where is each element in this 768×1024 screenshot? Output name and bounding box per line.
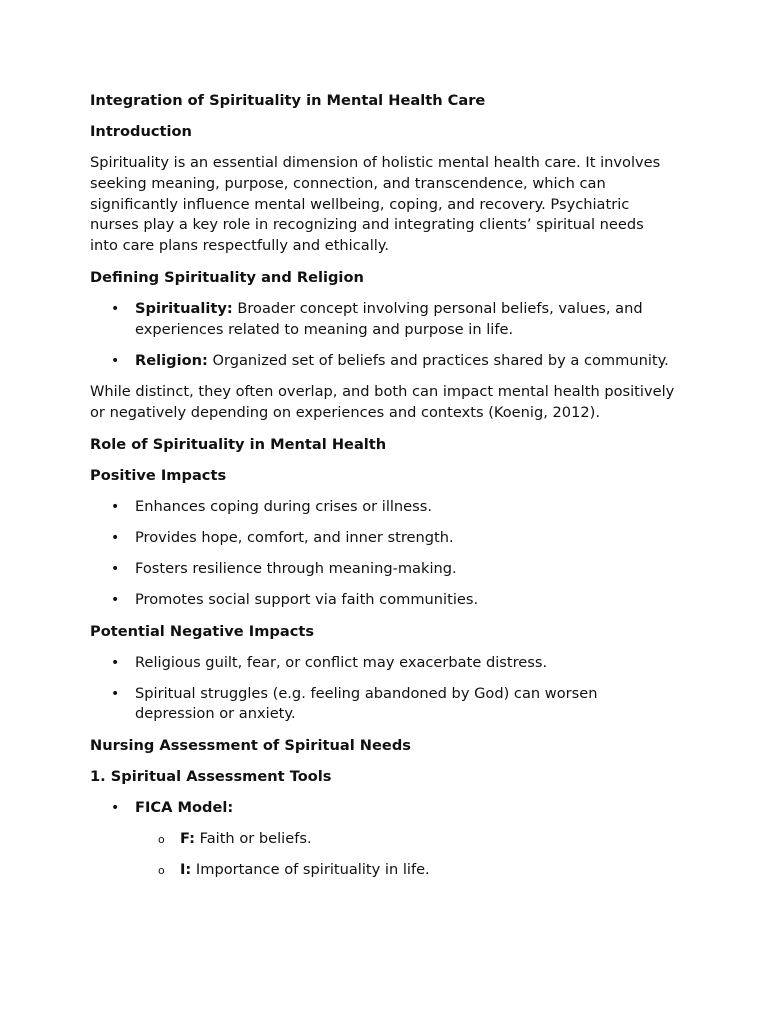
document-page (90, 91, 675, 891)
term-label: Religion: (135, 351, 208, 369)
term-label: F: (180, 829, 196, 847)
list-item-text: Enhances coping during crises or illness. (135, 497, 433, 515)
term-description: Importance of spirituality in life. (191, 861, 430, 879)
list-item (90, 351, 675, 372)
bullet-icon: • (111, 498, 120, 515)
bullet-icon: • (111, 561, 120, 578)
section-heading-role: Role of Spirituality in Mental Health (90, 435, 387, 453)
bullet-icon: • (111, 352, 120, 369)
list-item (90, 798, 675, 881)
bullet-icon: • (111, 300, 120, 317)
defining-note-paragraph: While distinct, they often overlap, and both can impact mental health positively or negatively depending on experiences and contexts (Koenig, 2012). (90, 383, 675, 421)
bullet-icon: • (111, 654, 120, 671)
bullet-icon: • (111, 799, 120, 816)
list-item-text: Religious guilt, fear, or conflict may exacerbate distress. (135, 653, 548, 671)
list-item (90, 497, 675, 518)
list-item (90, 684, 675, 726)
list-item (90, 590, 675, 611)
sub-list-item (135, 860, 675, 881)
term-description: Faith or beliefs. (195, 829, 312, 847)
subsection-heading-positive: Positive Impacts (90, 466, 227, 484)
sub-bullet-icon: o (158, 832, 165, 846)
term-label: I: (180, 861, 192, 879)
list-item-text: Spiritual struggles (e.g. feeling abandoned by God) can worsen depression or anxiety. (135, 684, 598, 723)
list-item (90, 299, 675, 341)
term-description: Broader concept involving personal beliefs, values, and experiences related to meaning and purpose in life. (135, 299, 643, 338)
term-label: Spirituality: (135, 299, 233, 317)
section-heading-introduction: Introduction (90, 123, 192, 140)
introduction-paragraph: Spirituality is an essential dimension of holistic mental health care. It involves seeking meaning, purpose, connection, and transcendence, which can significantly influence mental wellbeing, coping, and recovery. Psychiatric nurses play a key role in recognizing and integrating clients’ spiritual needs into care plans respectfully and ethically. (90, 154, 661, 255)
list-item-text: Fosters resilience through meaning-making. (135, 560, 457, 578)
sub-bullet-icon: o (158, 864, 165, 878)
bullet-icon: • (111, 685, 120, 702)
list-item (90, 653, 675, 674)
subsection-heading-negative: Potential Negative Impacts (90, 622, 315, 640)
bullet-icon: • (111, 529, 120, 546)
term-description: Organized set of beliefs and practices shared by a community. (207, 351, 669, 369)
list-item (90, 528, 675, 549)
positive-impacts-list (90, 497, 675, 611)
document-title: Integration of Spirituality in Mental Health Care (90, 92, 486, 109)
section-heading-defining: Defining Spirituality and Religion (90, 268, 364, 286)
list-item-text: Provides hope, comfort, and inner strength. (135, 528, 454, 546)
section-heading-assessment: Nursing Assessment of Spiritual Needs (90, 736, 411, 754)
defining-list (90, 299, 675, 372)
fica-sublist (135, 829, 675, 881)
list-item-text: Promotes social support via faith communities. (135, 591, 479, 609)
bullet-icon: • (111, 592, 120, 609)
list-item (90, 559, 675, 580)
assessment-tools-list (90, 798, 675, 881)
sub-list-item (135, 829, 675, 850)
fica-model-label: FICA Model: (135, 798, 234, 816)
subsection-heading-tools: 1. Spiritual Assessment Tools (90, 767, 332, 785)
negative-impacts-list (90, 653, 675, 726)
